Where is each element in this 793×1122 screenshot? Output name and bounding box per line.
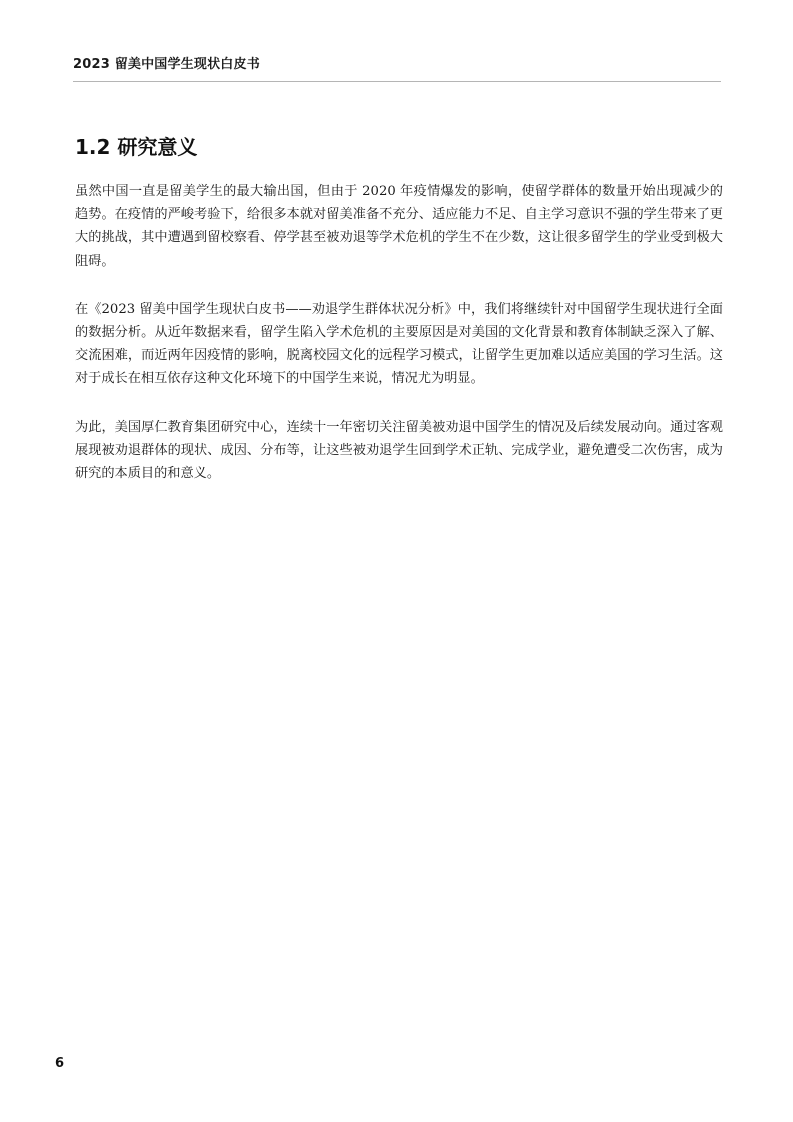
body-text (75, 180, 723, 510)
section-heading: 1.2 研究意义 (75, 135, 198, 159)
paragraph-3: 为此，美国厚仁教育集团研究中心，连续十一年密切关注留美被劝退中国学生的情况及后续发展动向。通过客观展现被劝退群体的现状、成因、分布等，让这些被劝退学生回到学术正轨、完成学业，避免遭受二次伤害，成为研究的本质目的和意义。 (75, 419, 723, 482)
header-divider (73, 81, 721, 82)
page-number: 6 (55, 1056, 65, 1071)
running-header-title: 2023 留美中国学生现状白皮书 (73, 57, 260, 72)
paragraph-1: 虽然中国一直是留美学生的最大输出国，但由于 2020 年疫情爆发的影响，使留学群体的数量开始出现减少的趋势。在疫情的严峻考验下，给很多本就对留美准备不充分、适应能力不足、自主学习意识不强的学生带来了更大的挑战，其中遭遇到留校察看、停学甚至被劝退等学术危机的学生不在少数，这让很多留学生的学业受到极大阻碍。 (75, 184, 723, 269)
paragraph-2: 在《2023 留美中国学生现状白皮书——劝退学生群体状况分析》中，我们将继续针对中国留学生现状进行全面的数据分析。从近年数据来看，留学生陷入学术危机的主要原因是对美国的文化背景和教育体制缺乏深入了解、交流困难，而近两年因疫情的影响，脱离校园文化的远程学习模式，让留学生更加难以适应美国的学习生活。这对于成长在相互依存这种文化环境下的中国学生来说，情况尤为明显。 (75, 301, 723, 387)
